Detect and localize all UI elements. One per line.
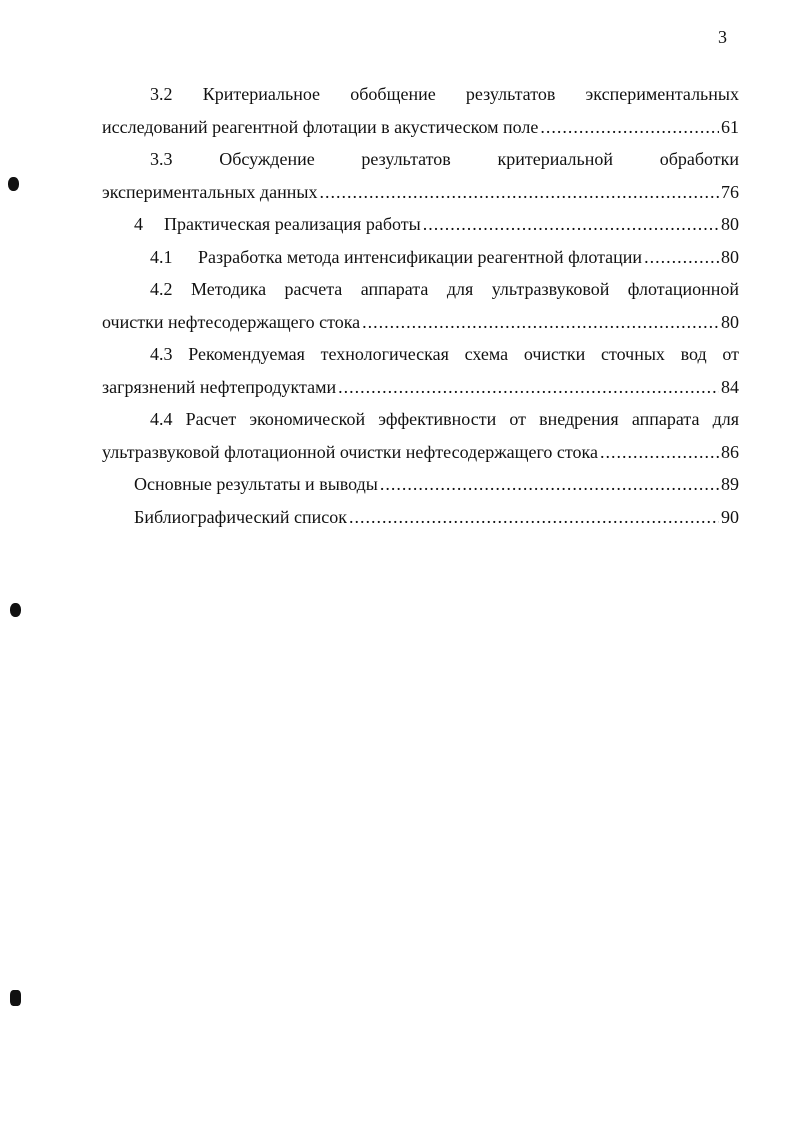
leader-dots: [540, 111, 719, 144]
toc-entry-page: 76: [721, 181, 739, 202]
toc-entry-title: Разработка метода интенсификации реагентной флотации: [198, 246, 643, 267]
toc-entry-4-2: [102, 273, 739, 338]
toc-entry-title: Расчет экономической эффективности от внедрения аппарата для: [185, 409, 739, 429]
leader-dots: [644, 241, 719, 274]
toc-entry-title: Рекомендуемая технологическая схема очистки сточных вод от: [188, 344, 739, 364]
punch-hole-mark: [8, 177, 19, 191]
leader-dots: [380, 468, 719, 501]
toc-entry-page: 61: [721, 116, 739, 137]
toc-entry-conclusions: [102, 468, 739, 501]
toc-entry-number: 4: [134, 214, 143, 234]
toc-entry-number: 4.2: [150, 279, 173, 299]
toc-entry-title: Методика расчета аппарата для ультразвуковой флотационной: [190, 279, 739, 299]
leader-dots: [362, 306, 719, 339]
toc-entry-title: Практическая реализация работы: [164, 214, 421, 234]
toc-entry-page: 84: [721, 376, 739, 397]
toc-entry-number: 3.3: [150, 149, 173, 169]
toc-entry-3-2: [102, 78, 739, 143]
toc-entry-title: Основные результаты и выводы: [134, 474, 378, 494]
leader-dots: [600, 436, 719, 469]
leader-dots: [423, 208, 719, 241]
toc-entry-title-cont: исследований реагентной флотации в акустическом поле: [102, 116, 539, 137]
toc-entry-page: 89: [721, 474, 739, 494]
toc-entry-title-cont: очистки нефтесодержащего стока: [102, 311, 361, 332]
table-of-contents: [102, 78, 739, 533]
toc-entry-4-3: [102, 338, 739, 403]
leader-dots: [349, 501, 719, 534]
punch-hole-mark: [10, 603, 21, 617]
toc-entry-bibliography: [102, 501, 739, 534]
toc-entry-page: 90: [721, 506, 739, 527]
toc-entry-title-cont: загрязнений нефтепродуктами: [102, 376, 337, 397]
toc-entry-4: [102, 208, 739, 241]
toc-entry-title: Библиографический список: [134, 506, 347, 527]
toc-entry-page: 80: [721, 246, 739, 267]
toc-entry-page: 80: [721, 214, 739, 234]
toc-entry-page: 86: [721, 441, 739, 462]
toc-entry-title: Обсуждение результатов критериальной обработки: [219, 149, 739, 169]
toc-entry-title: Критериальное обобщение результатов экспериментальных: [202, 84, 739, 104]
toc-entry-4-4: [102, 403, 739, 468]
toc-entry-4-1: [102, 241, 739, 274]
toc-entry-number: 4.4: [150, 409, 173, 429]
toc-entry-title-cont: ультразвуковой флотационной очистки нефтесодержащего стока: [102, 441, 598, 462]
leader-dots: [338, 371, 719, 404]
toc-entry-page: 80: [721, 311, 739, 332]
toc-entry-number: 4.3: [150, 344, 173, 364]
toc-entry-number: 4.1: [150, 246, 173, 267]
toc-entry-title-cont: экспериментальных данных: [102, 181, 318, 202]
leader-dots: [319, 176, 719, 209]
punch-hole-mark: [10, 990, 21, 1006]
page-number: 3: [718, 27, 727, 47]
toc-entry-3-3: [102, 143, 739, 208]
toc-entry-number: 3.2: [150, 84, 173, 104]
